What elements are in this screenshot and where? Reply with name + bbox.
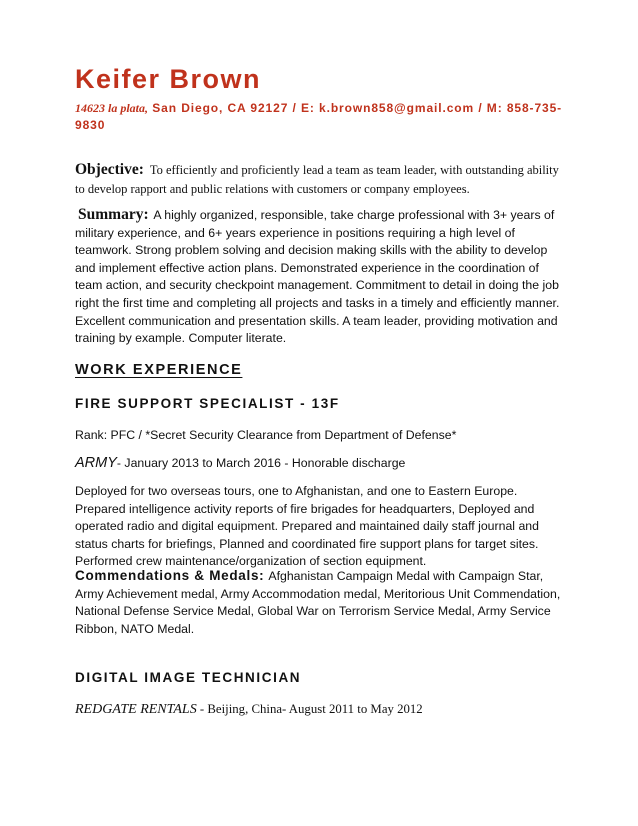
objective-text: To efficiently and proficiently lead a team as team leader, with outstanding ability to develop rapport and public relations with customers or company employees. (75, 163, 559, 196)
summary-section (75, 206, 565, 348)
job-title: FIRE SUPPORT SPECIALIST - 13F (75, 396, 340, 411)
summary-label: Summary: (78, 206, 149, 223)
job-description: Deployed for two overseas tours, one to Afghanistan, and one to Eastern Europe. Prepared intelligence activity reports of fire brigades for headquarters, Deployed and operated radio and digital equipment. Prepared and maintained daily staff journal and status charts for briefings, Planned and coordinated fire support plans for target sites. Performed crew maintenance/organization of section equipment. (75, 484, 539, 569)
commendations-text: Afghanistan Campaign Medal with Campaign Star, Army Achievement medal, Army Accommodation medal, Meritorious Unit Commendation, National Defense Service Medal, Global War on Terrorism Service Medal, Army Service Ribbon, NATO Medal. (75, 569, 561, 636)
commendations (75, 567, 565, 638)
job-period: - January 2013 to March 2016 - Honorable discharge (116, 456, 406, 470)
job-rank: Rank: PFC / *Secret Security Clearance from Department of Defense* (75, 428, 457, 442)
contact-address: 14623 la plata, (75, 101, 149, 115)
job-title: DIGITAL IMAGE TECHNICIAN (75, 670, 302, 685)
job-employer: ARMY (75, 455, 117, 471)
contact-details: San Diego, CA 92127 / E: k.brown858@gmail.com / M: 858-735-9830 (75, 101, 563, 132)
job-employer: REDGATE RENTALS (75, 702, 197, 717)
objective-label: Objective: (75, 161, 144, 178)
commendations-label: Commendations & Medals: (75, 568, 265, 583)
contact-info (75, 100, 565, 134)
job-employer-line (75, 702, 565, 718)
summary-text: A highly organized, responsible, take charge professional with 3+ years of military experience, and 6+ years experience in positions requiring a high level of teamwork. Strong problem solving and decision making skills with the ability to develop and implement effective action plans. Demonstrated experience in the coordination of team action, and security checkpoint management. Commitment to detail in doing the job right the first time and completing all projects and tasks in a timely and efficiently manner. Excellent communication and presentation skills. A team leader, providing motivation and training by example. Computer literate. (75, 208, 560, 346)
work-experience-heading: WORK EXPERIENCE (75, 362, 243, 378)
objective-section (75, 160, 565, 199)
job-employer-line (75, 455, 565, 473)
job-period: - Beijing, China- August 2011 to May 2012 (196, 702, 423, 716)
candidate-name: Keifer Brown (75, 64, 262, 94)
